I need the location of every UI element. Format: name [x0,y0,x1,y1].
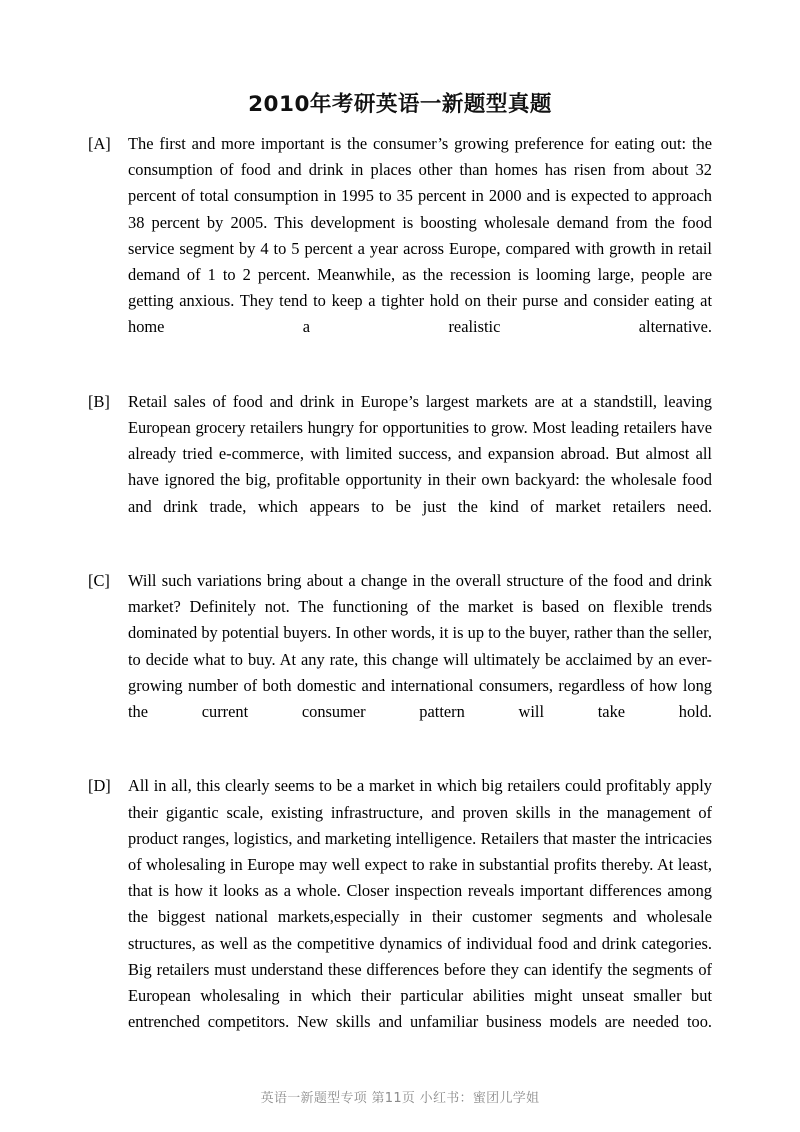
page-title: 2010年考研英语一新题型真题 [248,92,552,118]
passage-paragraph-c [88,568,712,751]
page-footer: 英语一新题型专项 第11页 小红书：蜜团儿学姐 [260,1091,540,1106]
paragraph-text-b: Retail sales of food and drink in Europe’s largest markets are at a standstill, leaving European grocery retailers hungry for opportunities to grow. Most leading retailers have already tried e-commerce, with limited success, and expansion abroad. But almost all have ignored the big, profitable opportunity in their own backyard: the wholesale food and drink trade, which appears to be just the kind of market retailers need. [128,391,712,516]
paragraph-text-d: All in all, this clearly seems to be a market in which big retailers could profitably apply their gigantic scale, existing infrastructure, and proven skills in the management of product ranges, logistics, and marketing intelligence. Retailers that master the intricacies of wholesaling in Europe may well expect to rake in substantial profits thereby. At least, that is how it looks as a whole. Closer inspection reveals important differences among the biggest national markets,especially in their customer segments and wholesale structures, as well as the competitive dynamics of individual food and drink categories. Big retailers must understand these differences before they can identify the segments of European wholesaling in which their particular abilities might unseat smaller but entrenched competitors. New skills and unfamiliar business models are needed too. [128,776,712,1032]
paragraph-label-b: [B] [88,391,110,411]
passage-paragraph-a [88,131,712,367]
paragraph-text-c: Will such variations bring about a change in the overall structure of the food and drink market? Definitely not. The functioning of the market is based on flexible trends dominated by potential buyers. In other words, it is up to the buyer, rather than the seller, to decide what to buy. At any rate, this change will ultimately be acclaimed by an ever-growing number of both domestic and international consumers, regardless of how long the current consumer pattern will take hold. [128,571,712,722]
passage-body [88,131,712,1062]
paragraph-text-a: The first and more important is the consumer’s growing preference for eating out: the consumption of food and drink in places other than homes has risen from about 32 percent of total consumption in 1995 to 35 percent in 2000 and is expected to approach 38 percent by 2005. This development is boosting wholesale demand from the food service segment by 4 to 5 percent a year across Europe, compared with growth in retail demand of 1 to 2 percent. Meanwhile, as the recession is looming large, people are getting anxious. They tend to keep a tighter hold on their purse and consider eating at home a realistic alternative. [128,134,712,337]
passage-paragraph-d [88,773,712,1061]
paragraph-label-d: [D] [88,776,111,796]
passage-paragraph-b [88,389,712,546]
paragraph-label-a: [A] [88,134,111,153]
paragraph-label-c: [C] [88,571,110,591]
